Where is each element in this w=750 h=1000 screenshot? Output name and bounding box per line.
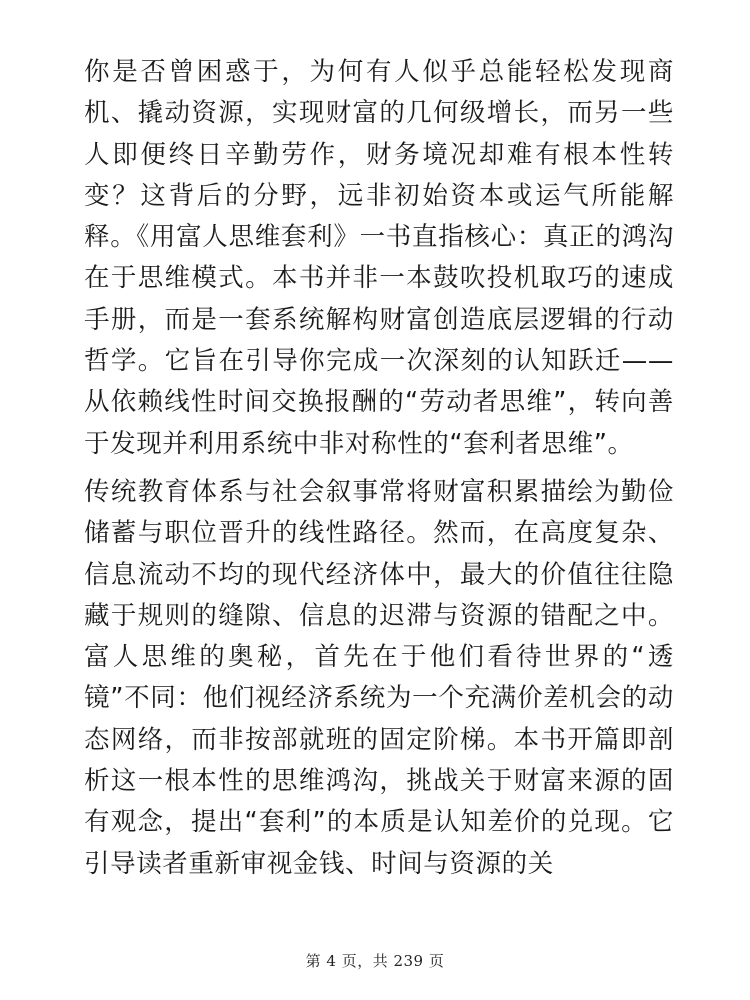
page-body [84, 52, 674, 885]
body-paragraph-2: 传统教育体系与社会叙事常将财富积累描绘为勤俭储蓄与职位晋升的线性路径。然而，在高度复杂、信息流动不均的现代经济体中，最大的价值往往隐藏于规则的缝隙、信息的迟滞与资源的错配之中。富人思维的奥秘，首先在于他们看待世界的“透镜”不同：他们视经济系统为一个充满价差机会的动态网络，而非按部就班的固定阶梯。本书开篇即剖析这一根本性的思维鸿沟，挑战关于财富来源的固有观念，提出“套利”的本质是认知差价的兑现。它引导读者重新审视金钱、时间与资源的关 [84, 476, 674, 879]
page-number: 第 4 页，共 239 页 [305, 952, 445, 970]
body-paragraph-1: 你是否曾困惑于，为何有人似乎总能轻松发现商机、撬动资源，实现财富的几何级增长，而另一些人即便终日辛勤劳作，财务境况却难有根本性转变？这背后的分野，远非初始资本或运气所能解释。《用富人思维套利》一书直指核心：真正的鸿沟在于思维模式。本书并非一本鼓吹投机取巧的速成手册，而是一套系统解构财富创造底层逻辑的行动哲学。它旨在引导你完成一次深刻的认知跃迁——从依赖线性时间交换报酬的“劳动者思维”，转向善于发现并利用系统中非对称性的“套利者思维”。 [84, 57, 674, 459]
